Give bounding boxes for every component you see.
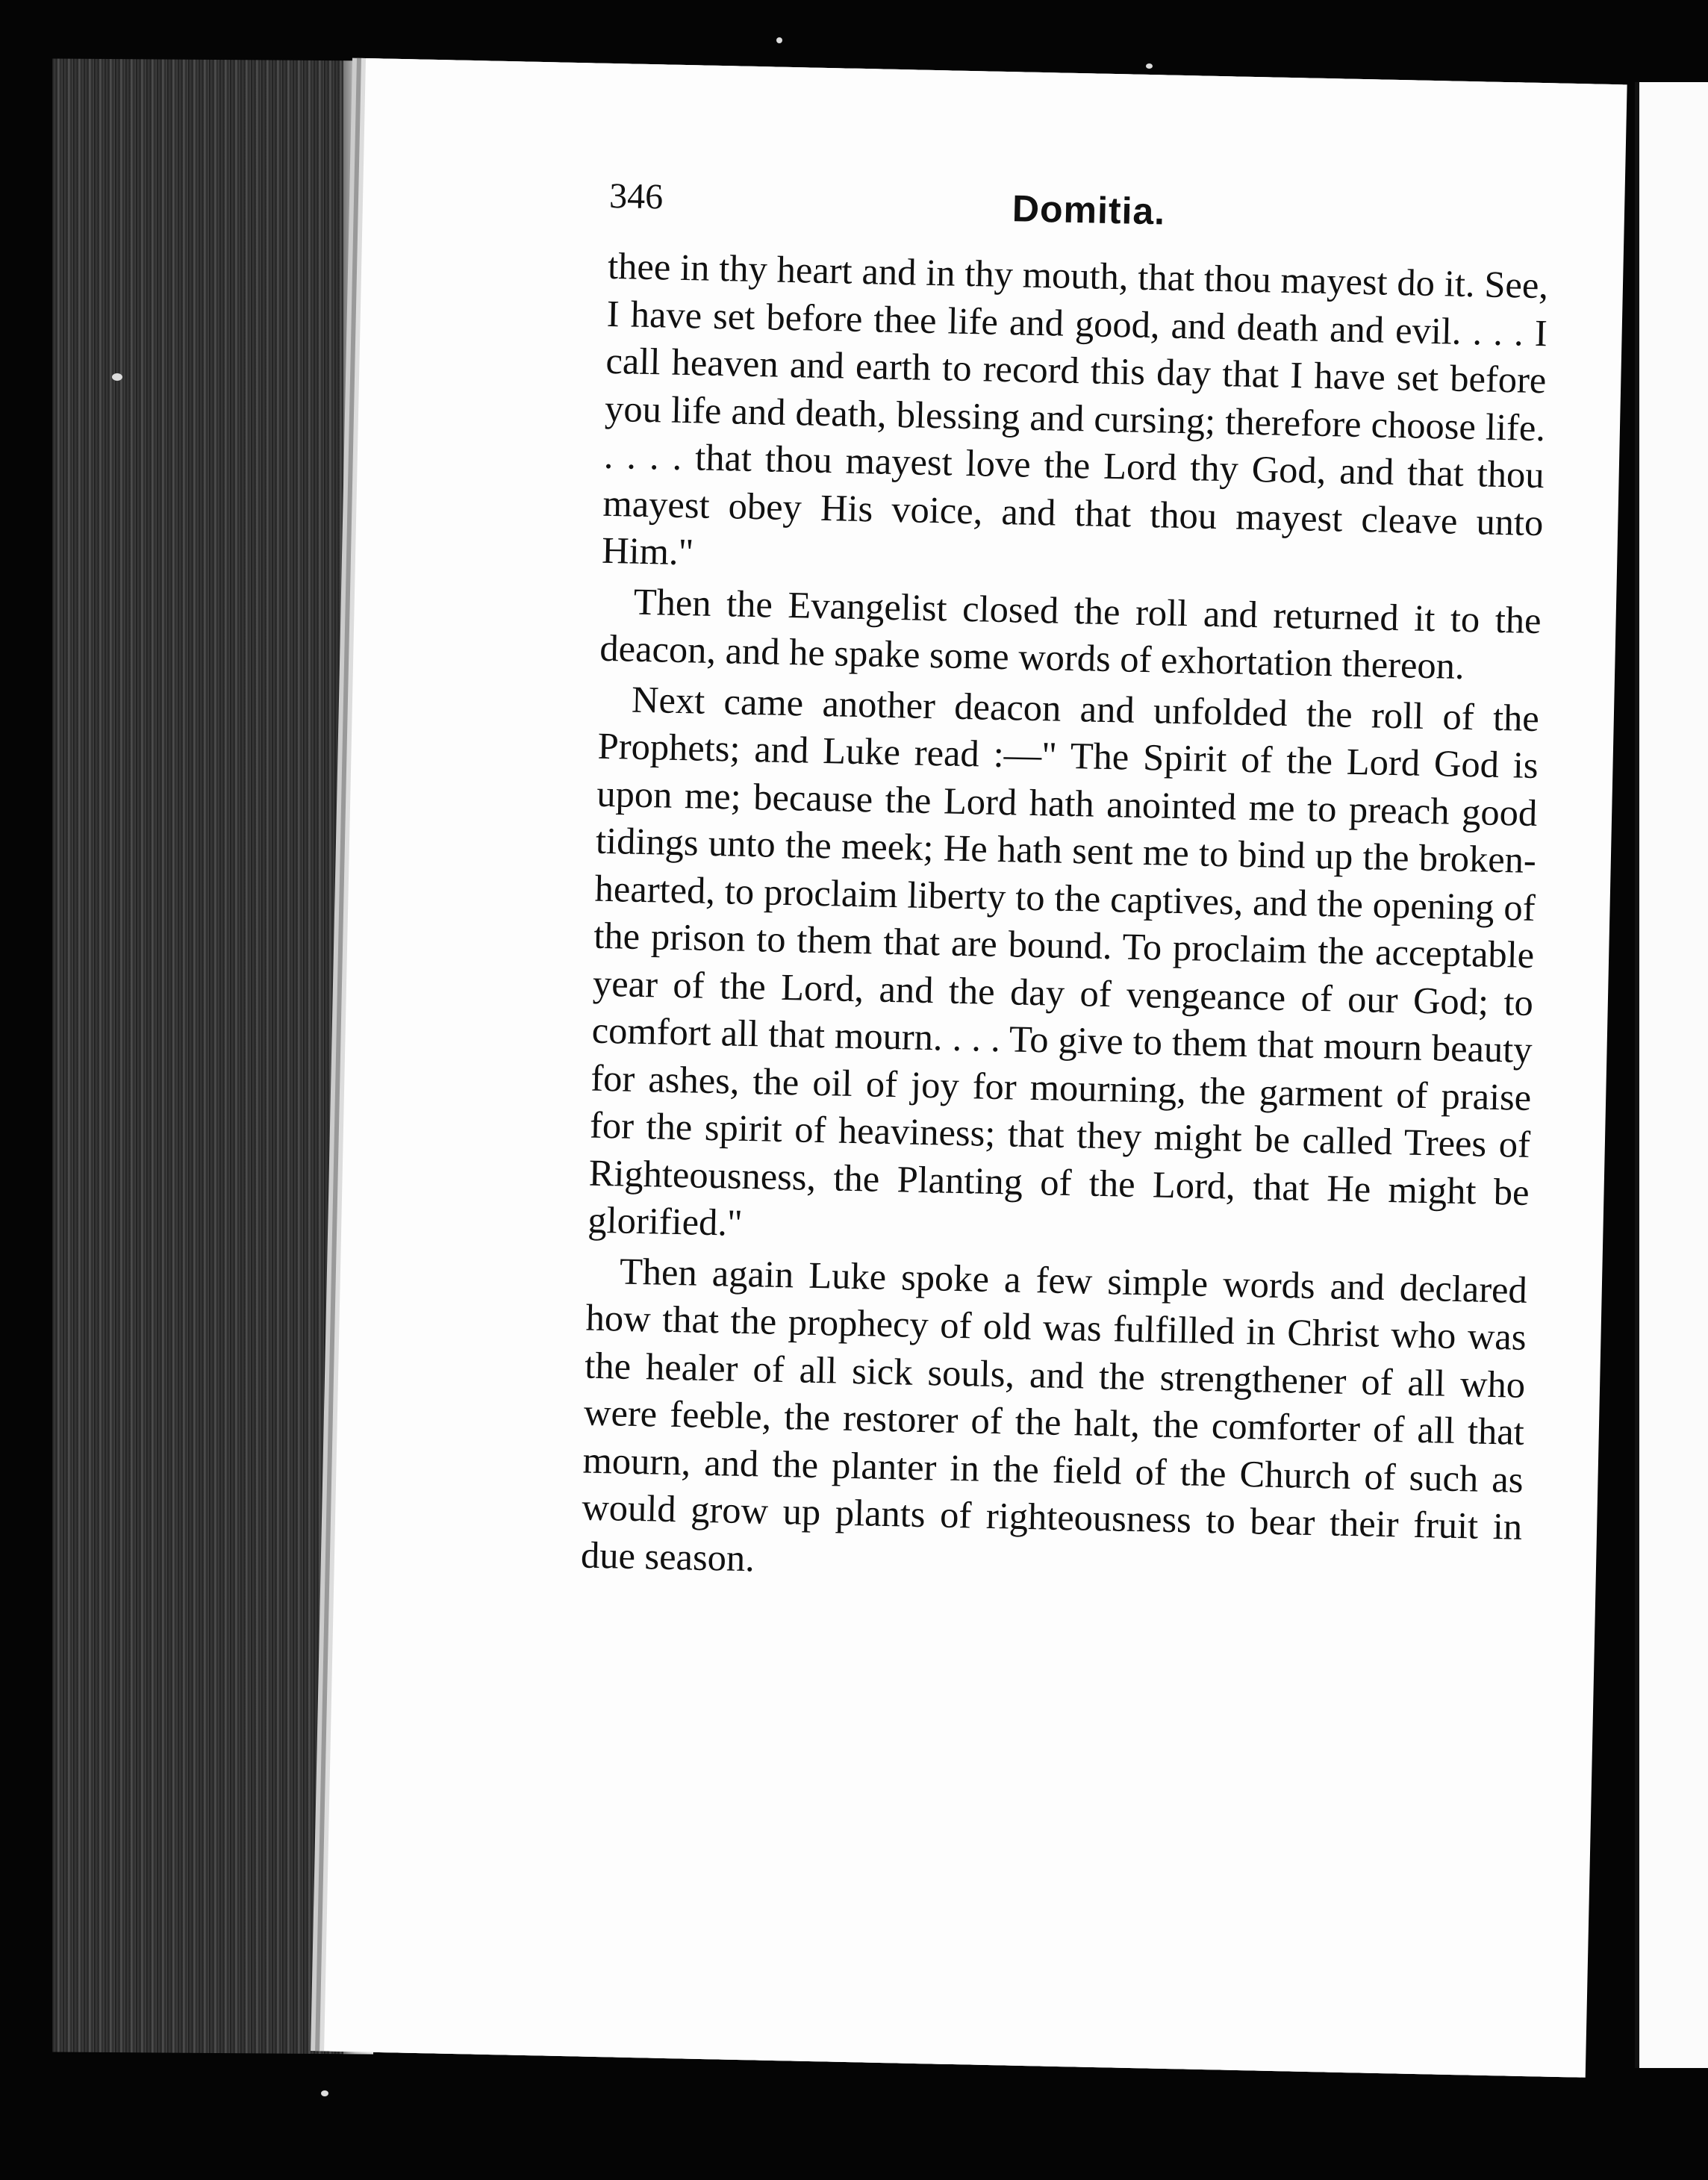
paragraph-continuation: thee in thy heart and in thy mouth, that thou mayest do it. See, I have set before thee life and good, and death and evil. . . . I call heaven and earth to record this day that I have set before you life and death, blessing and cursing; therefore choose life. . . . . that thou mayest love the Lord thy God, and that thou mayest obey His voice, and that thou mayest cleave unto Him.": [601, 244, 1549, 573]
dust-speck: [776, 37, 782, 43]
page-edges: [52, 58, 373, 2054]
paragraph: Then again Luke spoke a few simple words and declared how that the prophecy of old was fulfilled in Christ who was the healer of all sick souls, and the strengthener of all who were feeble, the restorer of the halt, the comforter of all that mourn, and the planter in the field of the Church of such as would grow up plants of righteousness to bear their fruit in due season.: [580, 1249, 1528, 1579]
page-number: 346: [608, 175, 664, 217]
book-page: [324, 58, 1627, 2078]
dust-speck: [1146, 63, 1153, 69]
page-header-title: Domitia.: [1012, 187, 1166, 233]
dust-speck: [321, 2090, 328, 2096]
paragraph: Next came another deacon and unfolded the roll of the Prophets; and Luke read :—" The Spirit of the Lord God is upon me; because the Lord hath anointed me to preach good tidings unto the meek; He hath sent me to bind up the broken-hearted, to proclaim liberty to the captives, and the opening of the prison to them that are bound. To proclaim the acceptable year of the Lord, and the day of vengeance of our God; to comfort all that mourn. . . . To give to them that mourn beauty for ashes, the oil of joy for mourning, the garment of praise for the spirit of heaviness; that they might be called Trees of Righteousness, the Planting of the Lord, that He might be glorified.": [587, 678, 1540, 1244]
paragraph: Then the Evangelist closed the roll and returned it to the deacon, and he spake some words of exhortation thereon.: [599, 580, 1542, 687]
running-head: [608, 175, 1550, 255]
facing-page-edge: [1635, 82, 1708, 2068]
text-block: [580, 175, 1550, 1601]
dust-speck: [112, 373, 122, 381]
